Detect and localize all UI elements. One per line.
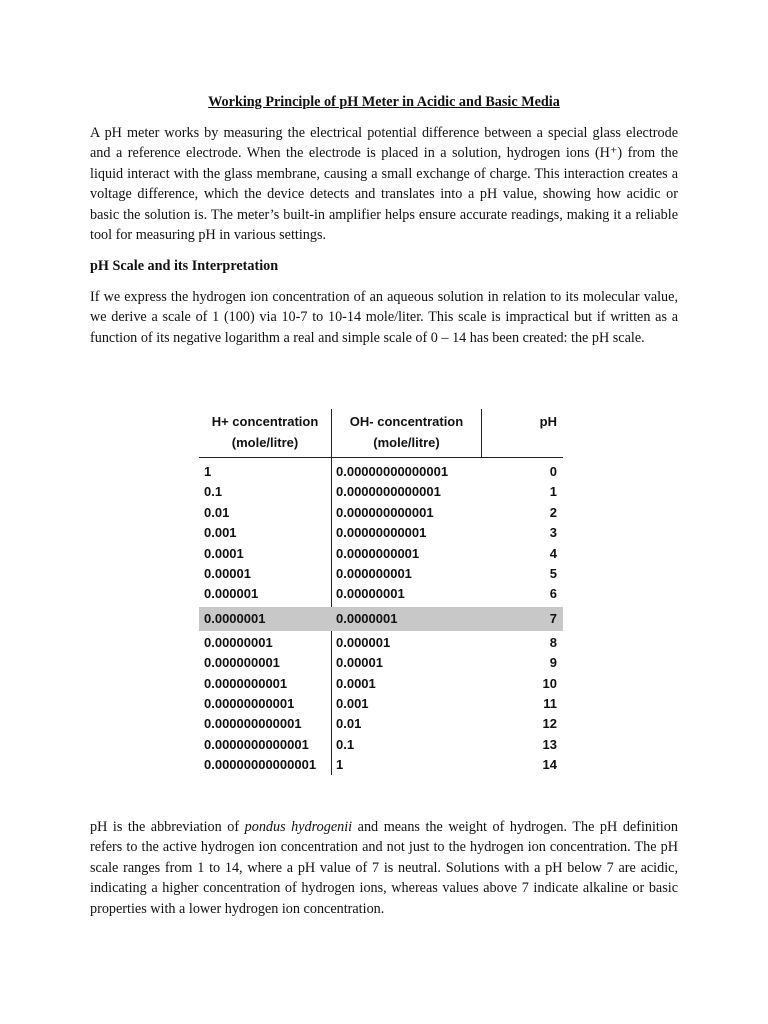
ph-value-cell: 7 <box>549 610 557 626</box>
table-row <box>199 674 563 694</box>
ph-value-cell: 5 <box>549 566 557 581</box>
scale-paragraph: If we express the hydrogen ion concentration of an aqueous solution in relation to its molecular value, we derive a scale of 1 (100) via 10-7 to 10-14 mole/liter. This scale is impractical but if written as a function of its negative logarithm a real and simple scale of 0 – 14 has been created: the pH scale. <box>90 289 678 346</box>
h-concentration-cell: 0.00000001 <box>204 634 273 650</box>
header-ph: pH <box>539 414 557 429</box>
ph-value-cell: 13 <box>542 736 557 752</box>
h-concentration-cell: 0.01 <box>204 504 230 520</box>
oh-concentration-cell: 0.00001 <box>336 655 383 671</box>
h-concentration-cell: 0.00000000001 <box>204 696 295 711</box>
table-row <box>199 633 563 653</box>
table-row <box>199 523 563 543</box>
h-concentration-cell: 0.0001 <box>204 545 244 561</box>
table-row <box>199 755 563 775</box>
header-divider <box>199 457 563 458</box>
h-concentration-cell: 0.000000000001 <box>204 716 302 732</box>
table-row <box>199 584 563 604</box>
table-row <box>199 544 563 564</box>
h-concentration-cell: 0.1 <box>204 484 223 500</box>
table-row <box>199 482 563 502</box>
h-concentration-cell: 0.0000000000001 <box>204 736 309 752</box>
oh-concentration-cell: 0.000001 <box>336 634 391 650</box>
ph-value-cell: 3 <box>549 525 557 541</box>
document-title: Working Principle of pH Meter in Acidic and Basic Media <box>208 94 560 110</box>
header-oh-concentration <box>332 411 481 453</box>
oh-concentration-cell: 0.01 <box>336 716 362 732</box>
oh-concentration-cell: 0.0000000001 <box>336 545 420 561</box>
oh-concentration-cell: 0.00000001 <box>336 586 405 602</box>
definition-latin-term: pondus hydrogenii <box>244 819 353 835</box>
h-concentration-cell: 0.0000000001 <box>204 675 288 691</box>
table-row <box>199 694 563 714</box>
h-concentration-cell: 0.001 <box>204 525 237 541</box>
definition-text-before: pH is the abbreviation of <box>90 819 245 835</box>
header-h-line2: (mole/litre) <box>231 435 299 450</box>
h-concentration-cell: 0.000000001 <box>204 655 280 671</box>
header-h-line1: H+ concentration <box>211 414 319 429</box>
ph-scale-table <box>199 409 563 775</box>
intro-paragraph: A pH meter works by measuring the electrical potential difference between a special glass electrode and a reference electrode. When the electrode is placed in a solution, hydrogen ions (H⁺) from the liquid interact with the glass membrane, causing a small exchange of charge. This interaction creates a voltage difference, which the device detects and translates into a pH value, showing how acidic or basic the solution is. The meter’s built-in amplifier helps ensure accurate readings, making it a reliable tool for measuring pH in various settings. <box>90 125 678 244</box>
ph-value-cell: 4 <box>549 545 557 561</box>
oh-concentration-cell: 0.000000001 <box>336 566 412 581</box>
h-concentration-cell: 0.0000001 <box>204 610 266 626</box>
ph-value-cell: 6 <box>549 586 557 602</box>
table-row <box>199 714 563 734</box>
ph-value-cell: 0 <box>549 464 557 479</box>
oh-concentration-cell: 1 <box>336 757 344 773</box>
oh-concentration-cell: 0.001 <box>336 696 369 711</box>
oh-concentration-cell: 0.0000001 <box>336 610 398 626</box>
ph-value-cell: 1 <box>549 484 557 500</box>
definition-paragraph <box>90 817 678 919</box>
h-concentration-cell: 0.000001 <box>204 586 259 602</box>
oh-concentration-cell: 0.000000000001 <box>336 504 434 520</box>
ph-value-cell: 12 <box>542 716 557 732</box>
ph-value-cell: 2 <box>549 504 557 520</box>
table-row-neutral <box>199 607 563 631</box>
h-concentration-cell: 1 <box>204 464 212 479</box>
h-concentration-cell: 0.00000000000001 <box>204 757 317 773</box>
ph-value-cell: 14 <box>542 757 557 773</box>
header-oh-line1: OH- concentration <box>349 414 464 429</box>
header-h-concentration <box>199 411 331 453</box>
ph-value-cell: 9 <box>549 655 557 671</box>
ph-value-cell: 8 <box>549 634 557 650</box>
oh-concentration-cell: 0.00000000000001 <box>336 464 449 479</box>
oh-concentration-cell: 0.0000000000001 <box>336 484 441 500</box>
table-row <box>199 653 563 673</box>
oh-concentration-cell: 0.00000000001 <box>336 525 427 541</box>
ph-value-cell: 11 <box>543 696 557 711</box>
section-heading: pH Scale and its Interpretation <box>90 258 279 274</box>
table-row <box>199 564 563 584</box>
oh-concentration-cell: 0.0001 <box>336 675 376 691</box>
h-concentration-cell: 0.00001 <box>204 566 251 581</box>
table-row <box>199 735 563 755</box>
oh-concentration-cell: 0.1 <box>336 736 355 752</box>
ph-value-cell: 10 <box>542 675 557 691</box>
header-oh-line2: (mole/litre) <box>373 435 440 450</box>
table-row <box>199 503 563 523</box>
table-row <box>199 462 563 482</box>
definition-text-after: and means the weight of hydrogen. The pH definition refers to the active hydrogen ion concentration and not just to the hydrogen ion concentration. The pH scale ranges from 1 to 14, where a pH value of 7 is neutral. Solutions with a pH below 7 are acidic, indicating a higher concentration of hydrogen ions, whereas values above 7 indicate alkaline or basic properties with a lower hydrogen ion concentration. <box>90 819 678 917</box>
